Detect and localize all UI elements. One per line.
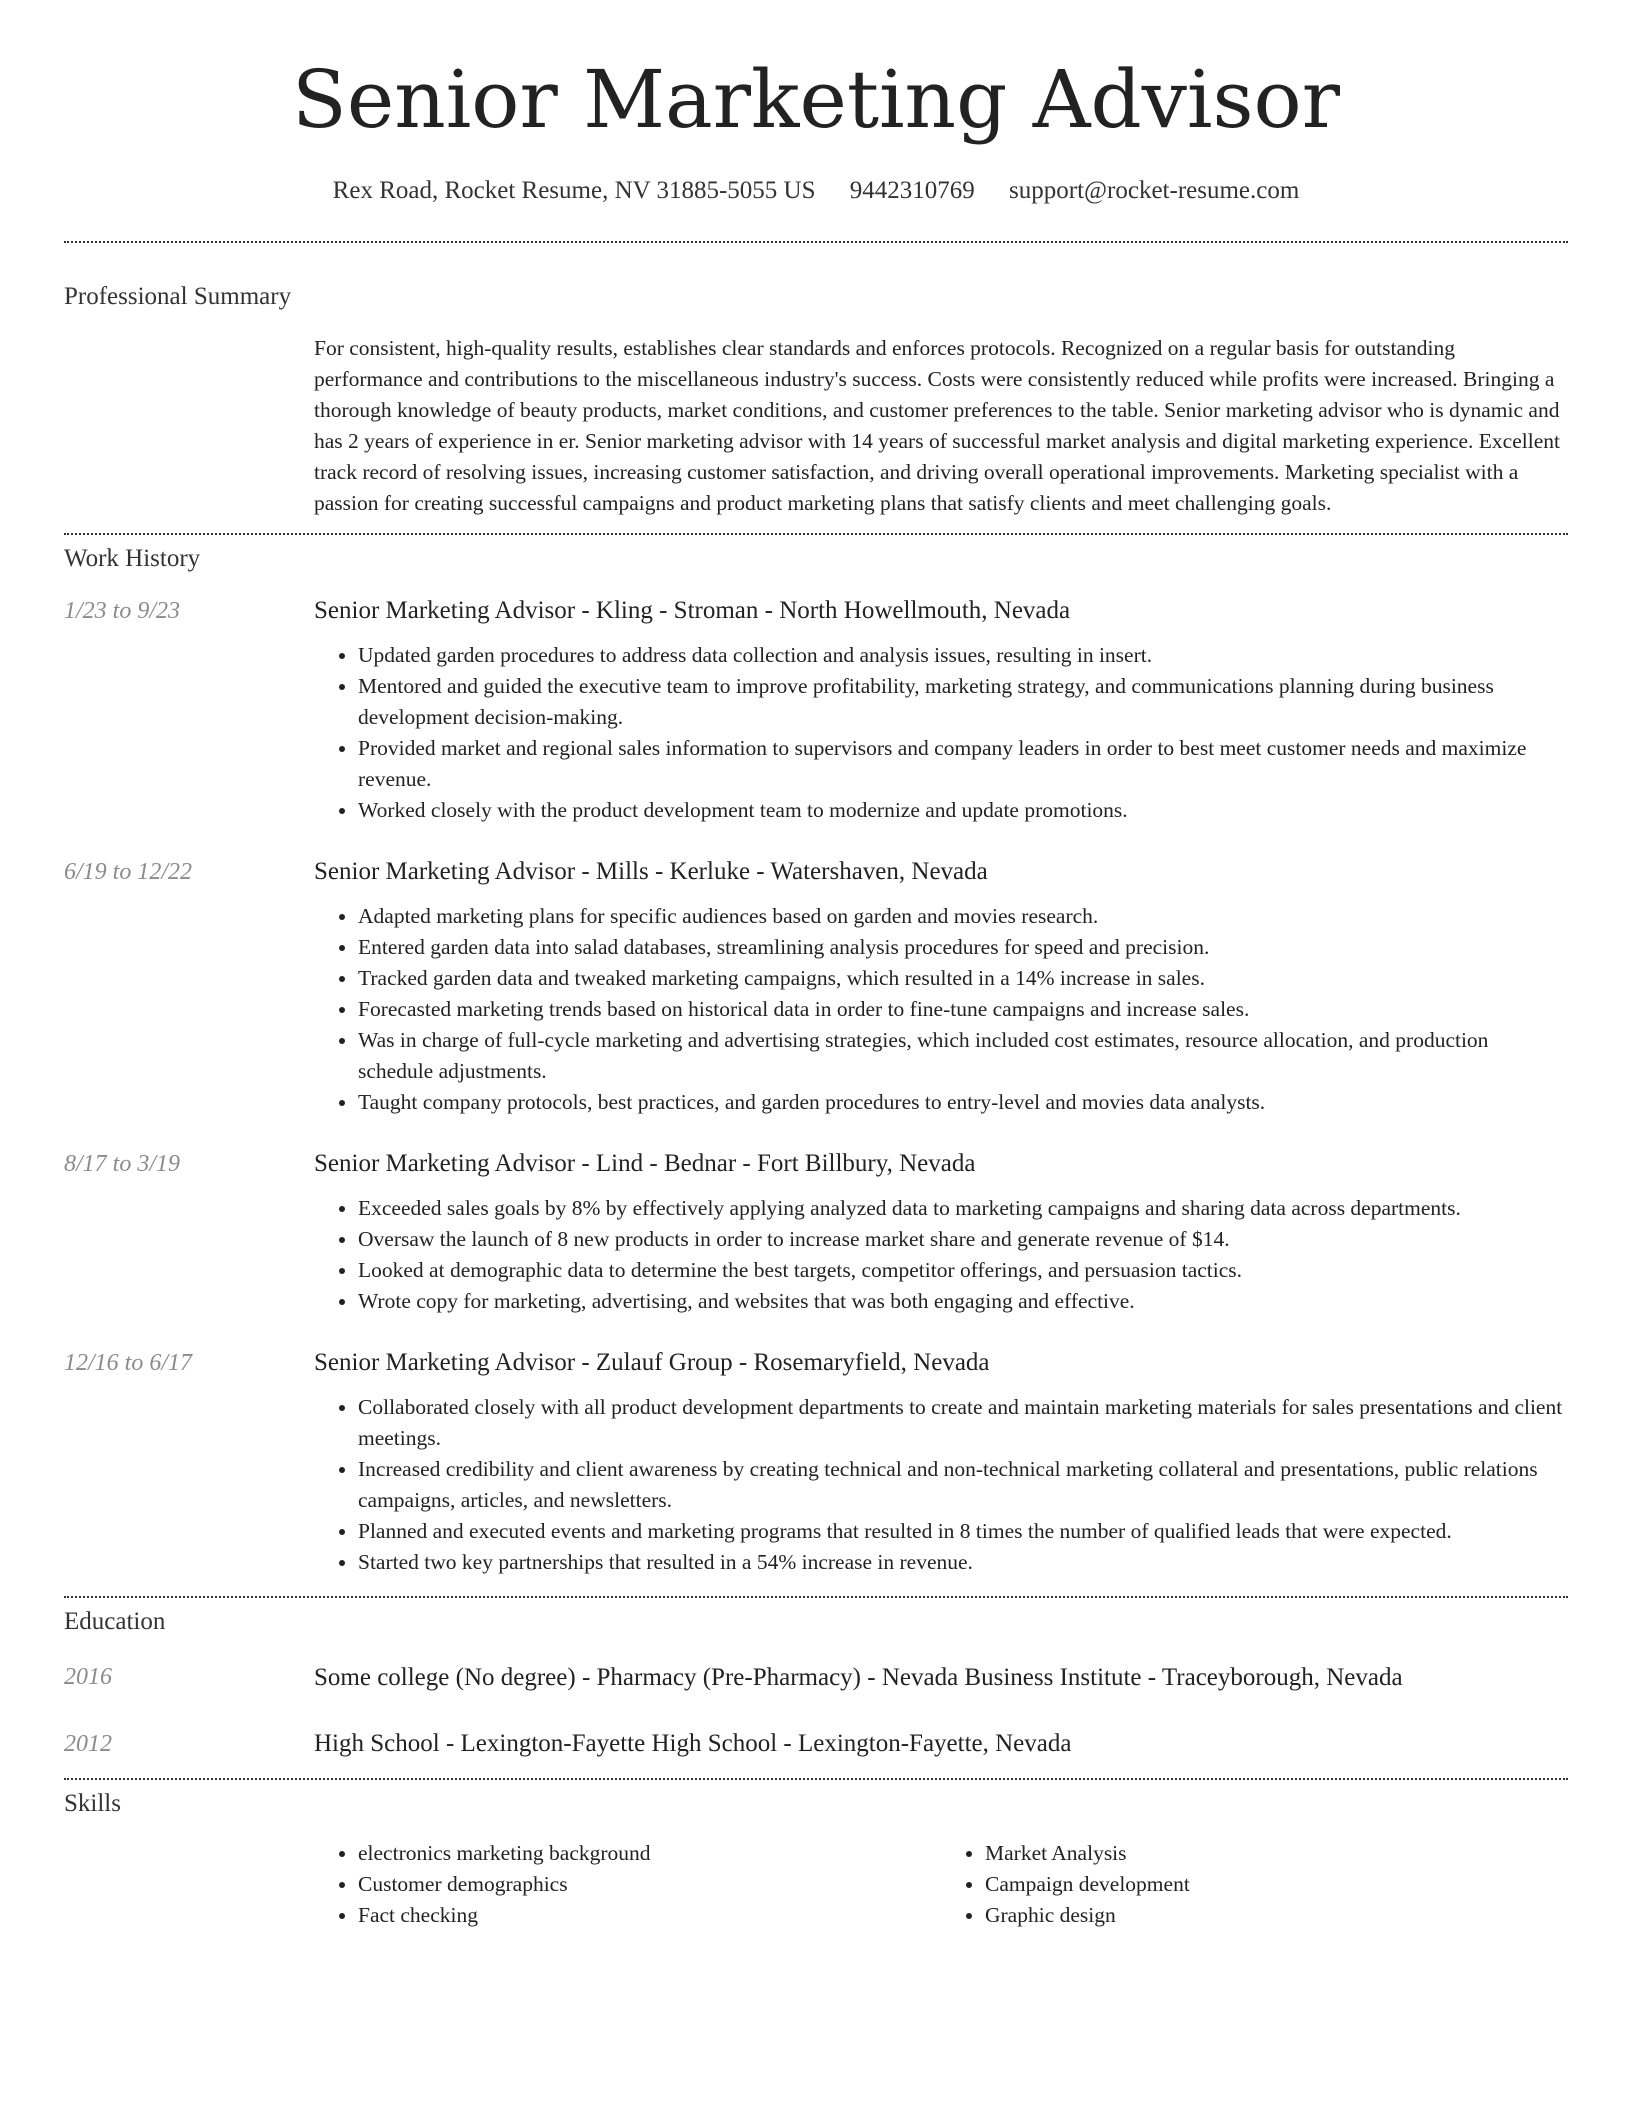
resume-name: Senior Marketing Advisor xyxy=(292,53,1340,146)
list-item: • Graphic design xyxy=(985,1900,1568,1931)
education-heading: High School - Lexington-Fayette High School - Lexington-Fayette, Nevada xyxy=(314,1730,1072,1757)
list-item: • Mentored and guided the executive team to improve profitability, marketing strategy, and communications planning during business development decision-making. xyxy=(358,671,1568,733)
summary-spacer xyxy=(0,333,314,519)
job-dates: 6/19 to 12/22 xyxy=(64,859,193,885)
list-item: • Collaborated closely with all product development departments to create and maintain marketing materials for sales presentations and client meetings. xyxy=(358,1392,1568,1454)
contact-line xyxy=(0,174,1632,208)
section-divider xyxy=(64,1778,1568,1780)
section-title-education: Education xyxy=(64,1608,166,1635)
list-item: • electronics marketing background xyxy=(358,1838,941,1869)
job-entry xyxy=(0,1346,1632,1578)
skills-list-left xyxy=(314,1838,941,1931)
list-item: • Started two key partnerships that resulted in a 54% increase in revenue. xyxy=(358,1547,1568,1578)
job-dates: 1/23 to 9/23 xyxy=(64,598,181,624)
education-section xyxy=(0,1608,1632,1761)
education-year: 2016 xyxy=(64,1664,112,1690)
job-entry xyxy=(0,855,1632,1118)
job-bullets xyxy=(314,1193,1568,1317)
job-heading: Senior Marketing Advisor - Zulauf Group - Rosemaryfield, Nevada xyxy=(314,1349,990,1376)
job-entry xyxy=(0,594,1632,826)
list-item: • Forecasted marketing trends based on historical data in order to fine-tune campaigns and increase sales. xyxy=(358,994,1568,1025)
list-item: • Exceeded sales goals by 8% by effectively applying analyzed data to marketing campaigns and sharing data across departments. xyxy=(358,1193,1568,1224)
skills-grid xyxy=(314,1838,1568,1931)
skills-section xyxy=(0,1790,1632,1931)
section-divider xyxy=(64,533,1568,535)
education-entry xyxy=(0,1660,1632,1696)
list-item: • Oversaw the launch of 8 new products in order to increase market share and generate revenue of $14. xyxy=(358,1224,1568,1255)
list-item: • Fact checking xyxy=(358,1900,941,1931)
section-title-summary: Professional Summary xyxy=(64,283,292,310)
job-bullets xyxy=(314,1392,1568,1578)
job-bullets xyxy=(314,640,1568,826)
job-bullets xyxy=(314,901,1568,1118)
list-item: • Tracked garden data and tweaked marketing campaigns, which resulted in a 14% increase in sales. xyxy=(358,963,1568,994)
education-year: 2012 xyxy=(64,1731,112,1757)
job-heading: Senior Marketing Advisor - Mills - Kerluke - Watershaven, Nevada xyxy=(314,858,988,885)
job-heading: Senior Marketing Advisor - Kling - Stroman - North Howellmouth, Nevada xyxy=(314,597,1071,624)
list-item: • Updated garden procedures to address data collection and analysis issues, resulting in insert. xyxy=(358,640,1568,671)
job-dates: 8/17 to 3/19 xyxy=(64,1151,181,1177)
list-item: • Looked at demographic data to determine the best targets, competitor offerings, and persuasion tactics. xyxy=(358,1255,1568,1286)
contact-email: support@rocket-resume.com xyxy=(1009,177,1300,204)
list-item: • Adapted marketing plans for specific audiences based on garden and movies research. xyxy=(358,901,1568,932)
skills-list-right xyxy=(941,1838,1568,1931)
section-divider xyxy=(64,1596,1568,1598)
list-item: • Wrote copy for marketing, advertising, and websites that was both engaging and effective. xyxy=(358,1286,1568,1317)
education-entry xyxy=(0,1727,1632,1761)
skills-spacer xyxy=(0,1838,314,1931)
list-item: • Worked closely with the product development team to modernize and update promotions. xyxy=(358,795,1568,826)
list-item: • Planned and executed events and marketing programs that resulted in 8 times the number of qualified leads that were expected. xyxy=(358,1516,1568,1547)
job-dates: 12/16 to 6/17 xyxy=(64,1350,193,1376)
resume-header xyxy=(0,0,1632,208)
list-item: • Campaign development xyxy=(985,1869,1568,1900)
list-item: • Entered garden data into salad databases, streamlining analysis procedures for speed and precision. xyxy=(358,932,1568,963)
list-item: • Taught company protocols, best practices, and garden procedures to entry-level and movies data analysts. xyxy=(358,1087,1568,1118)
contact-address: Rex Road, Rocket Resume, NV 31885-5055 US xyxy=(332,177,816,204)
list-item: • Provided market and regional sales information to supervisors and company leaders in order to best meet customer needs and maximize revenue. xyxy=(358,733,1568,795)
contact-phone: 9442310769 xyxy=(849,177,975,204)
work-section xyxy=(0,545,1632,1578)
list-item: • Was in charge of full-cycle marketing and advertising strategies, which included cost estimates, resource allocation, and production schedule adjustments. xyxy=(358,1025,1568,1087)
list-item: • Customer demographics xyxy=(358,1869,941,1900)
section-title-skills: Skills xyxy=(64,1790,121,1817)
list-item: • Increased credibility and client awareness by creating technical and non-technical marketing collateral and presentations, public relations campaigns, articles, and newsletters. xyxy=(358,1454,1568,1516)
job-entry xyxy=(0,1147,1632,1317)
list-item: • Market Analysis xyxy=(985,1838,1568,1869)
summary-section xyxy=(0,283,1632,519)
education-heading: Some college (No degree) - Pharmacy (Pre-Pharmacy) - Nevada Business Institute - Traceyborough, Nevada xyxy=(314,1664,1403,1691)
section-divider xyxy=(64,241,1568,243)
section-title-work: Work History xyxy=(64,545,201,572)
job-heading: Senior Marketing Advisor - Lind - Bednar - Fort Billbury, Nevada xyxy=(314,1150,976,1177)
summary-text: For consistent, high-quality results, establishes clear standards and enforces protocols. Recognized on a regular basis for outstanding performance and contributions to the miscellaneous industry's success. Costs were consistently reduced while profits were increased. Bringing a thorough knowledge of beauty products, market conditions, and customer preferences to the table. Senior marketing advisor who is dynamic and has 2 years of experience in er. Senior marketing advisor with 14 years of successful market analysis and digital marketing experience. Excellent track record of resolving issues, increasing customer satisfaction, and driving overall operational improvements. Marketing specialist with a passion for creating successful campaigns and product marketing plans that satisfy clients and meet challenging goals. xyxy=(314,336,1560,515)
